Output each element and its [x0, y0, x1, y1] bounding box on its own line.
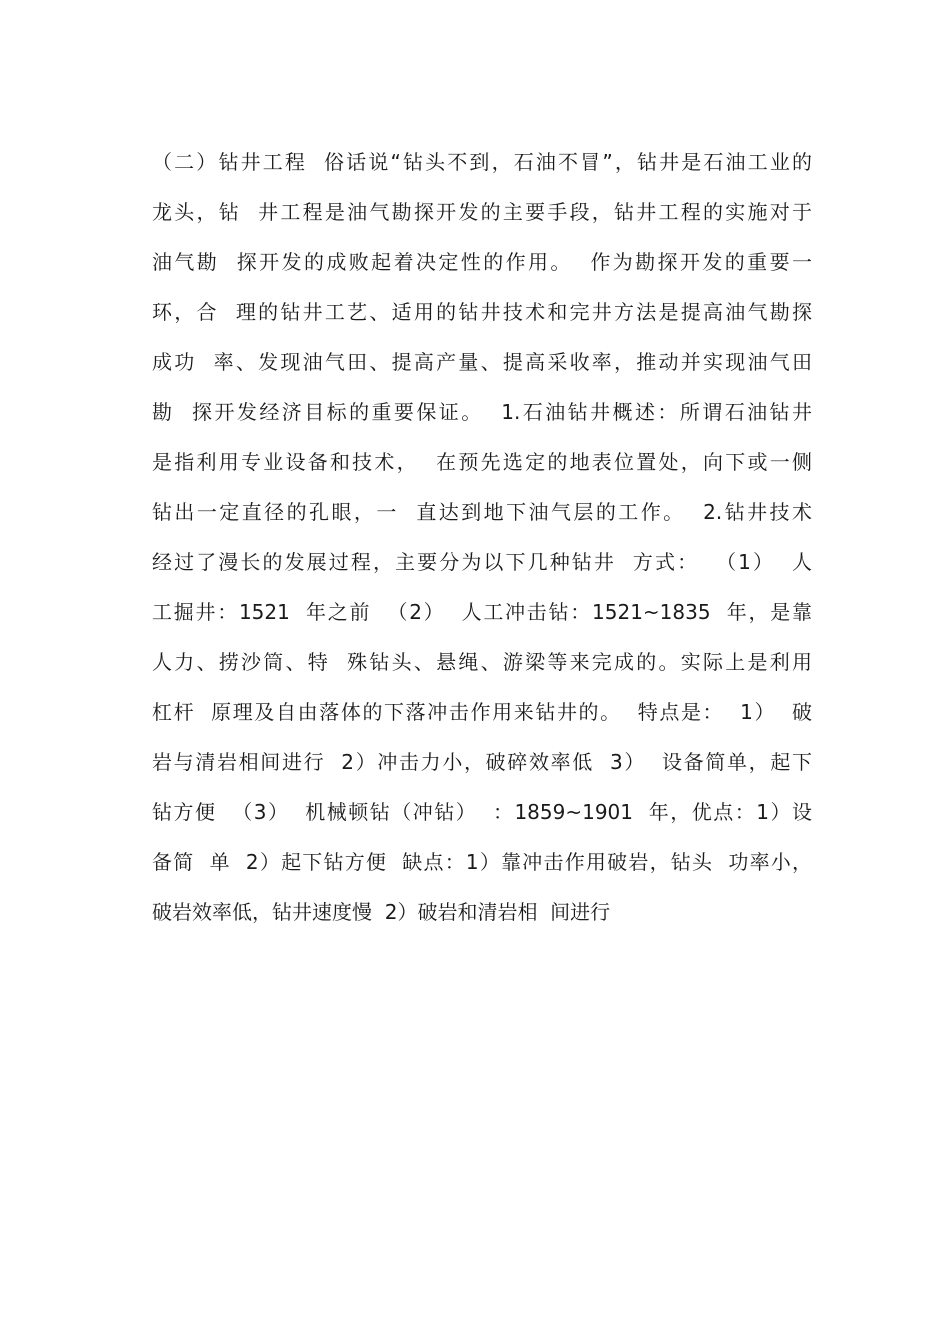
text-line: 经过了漫长的发展过程，主要分为以下几种钻井 方式： （1） 人	[152, 550, 812, 574]
text-line: 破岩效率低，钻井速度慢 2）破岩和清岩相 间进行	[152, 900, 611, 924]
text-line: 备简 单 2）起下钻方便 缺点：1）靠冲击作用破岩，钻头 功率小，	[152, 850, 812, 874]
text-line: 人力、捞沙筒、特 殊钻头、悬绳、游梁等来完成的。实际上是利用	[152, 650, 812, 674]
text-line: 是指利用专业设备和技术， 在预先选定的地表位置处，向下或一侧	[152, 450, 812, 474]
text-line: 杠杆 原理及自由落体的下落冲击作用来钻井的。 特点是： 1） 破	[152, 700, 812, 724]
text-line: 环，合 理的钻井工艺、适用的钻井技术和完井方法是提高油气勘探	[152, 300, 812, 324]
text-line: 钻出一定直径的孔眼，一 直达到地下油气层的工作。 2.钻井技术	[152, 500, 812, 524]
text-line: 成功 率、发现油气田、提高产量、提高采收率，推动并实现油气田	[152, 350, 812, 374]
text-line: 工掘井：1521 年之前 （2） 人工冲击钻：1521~1835 年，是靠	[152, 600, 812, 624]
text-line: 钻方便 （3） 机械顿钻（冲钻） ：1859~1901 年，优点：1）设	[152, 800, 812, 824]
body-paragraph	[152, 142, 812, 942]
text-line: 勘 探开发经济目标的重要保证。 1.石油钻井概述：所谓石油钻井	[152, 400, 812, 424]
text-line: 油气勘 探开发的成败起着决定性的作用。 作为勘探开发的重要一	[152, 250, 812, 274]
text-line: （二）钻井工程 俗话说“钻头不到，石油不冒”，钻井是石油工业的	[152, 150, 812, 174]
text-line: 岩与清岩相间进行 2）冲击力小，破碎效率低 3） 设备简单，起下	[152, 750, 812, 774]
text-line: 龙头，钻 井工程是油气勘探开发的主要手段，钻井工程的实施对于	[152, 200, 812, 224]
